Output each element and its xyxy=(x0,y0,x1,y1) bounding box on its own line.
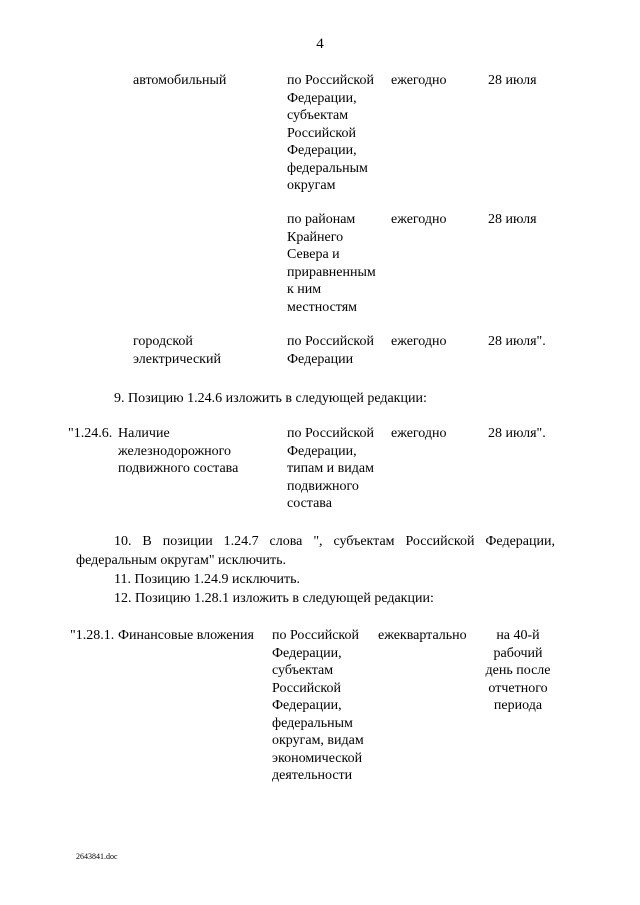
breakdown-cell: по Российской Федерации, типам и видам подвижного состава xyxy=(287,426,374,511)
periodicity-cell: ежегодно xyxy=(391,426,447,441)
transport-kind: автомобильный xyxy=(133,73,227,88)
deadline-cell: 28 июля xyxy=(488,212,537,227)
breakdown-cell: по Российской Федерации, субъектам Российской Федерации, федеральным округам, видам экономической деятельности xyxy=(272,628,364,783)
periodicity-cell: ежегодно xyxy=(391,334,447,349)
breakdown-cell: по Российской Федерации xyxy=(287,334,374,367)
paragraph-11: 11. Позицию 1.24.9 исключить. xyxy=(114,572,301,587)
footer-filename: 2643841.doc xyxy=(76,852,118,861)
position-code: "1.24.6. xyxy=(68,426,113,441)
position-name: Наличие железнодорожного подвижного состава xyxy=(118,426,239,476)
paragraph-10: 10. В позиции 1.24.7 слова ", субъектам Российской Федерации, xyxy=(114,534,555,549)
position-name: Финансовые вложения xyxy=(118,628,254,643)
paragraph-10-continued: федеральным округам" исключить. xyxy=(76,553,287,568)
transport-kind: городской электрический xyxy=(133,334,221,367)
periodicity-cell: ежегодно xyxy=(391,212,447,227)
deadline-cell: 28 июля". xyxy=(488,334,546,349)
breakdown-cell: по Российской Федерации, субъектам Российской Федерации, федеральным округам xyxy=(287,73,374,193)
deadline-cell: на 40-й рабочий день после отчетного периода xyxy=(485,628,551,713)
breakdown-cell: по районам Крайнего Севера и приравненным к ним местностям xyxy=(287,212,376,315)
deadline-cell: 28 июля xyxy=(488,73,537,88)
deadline-cell: 28 июля". xyxy=(488,426,546,441)
periodicity-cell: ежегодно xyxy=(391,73,447,88)
periodicity-cell: ежеквартально xyxy=(378,628,467,643)
position-code: "1.28.1. xyxy=(70,628,115,643)
paragraph-12: 12. Позицию 1.28.1 изложить в следующей редакции: xyxy=(114,591,434,606)
page-number: 4 xyxy=(316,36,324,52)
paragraph-9: 9. Позицию 1.24.6 изложить в следующей редакции: xyxy=(114,391,427,406)
